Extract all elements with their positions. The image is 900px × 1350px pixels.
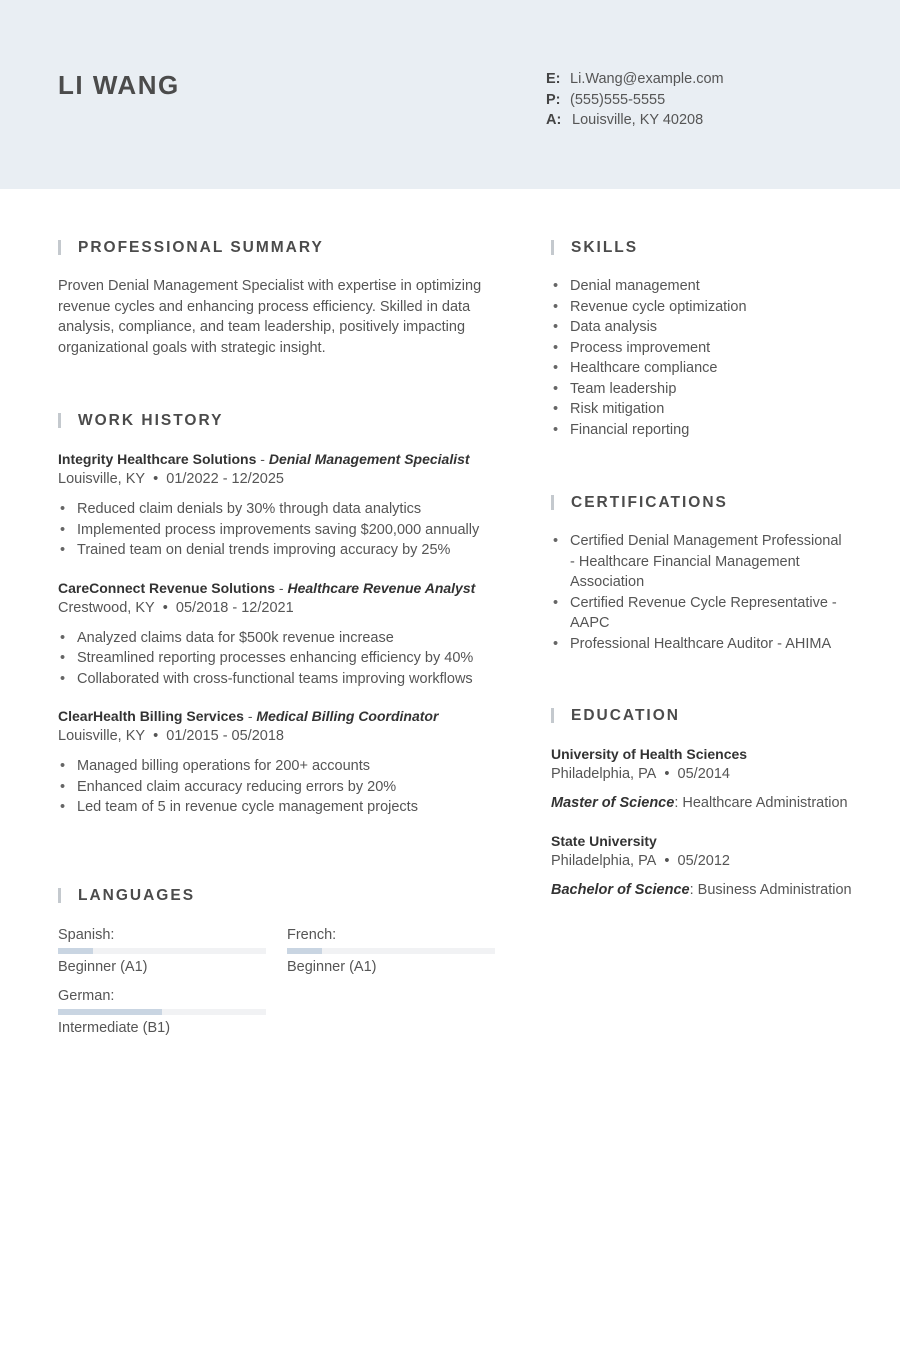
education-location: Philadelphia, PA [551, 853, 657, 869]
contact-address-row [546, 110, 724, 131]
job-meta: Louisville, KY • 01/2015 - 05/2018 [58, 728, 284, 744]
language-level: Beginner (A1) [287, 959, 377, 975]
job-role: Medical Billing Coordinator [256, 708, 439, 724]
job-dates: 01/2022 - 12/2025 [166, 471, 284, 487]
summary-section [58, 239, 488, 358]
email-label: E: [546, 71, 561, 87]
job-heading: ClearHealth Billing Services - Medical Billing Coordinator [58, 708, 439, 724]
job-heading: CareConnect Revenue Solutions - Healthcare Revenue Analyst [58, 579, 476, 596]
job-entry [58, 578, 498, 690]
education-degree: Bachelor of Science [551, 882, 690, 898]
job-meta: Crestwood, KY • 05/2018 - 12/2021 [58, 599, 294, 616]
language-level: Intermediate (B1) [58, 1020, 171, 1036]
candidate-name: LI WANG [58, 70, 180, 100]
education-title: EDUCATION [571, 707, 680, 724]
certifications-title: CERTIFICATIONS [571, 494, 728, 511]
education-entry [551, 744, 871, 813]
language-item [58, 987, 266, 1037]
job-bullets [58, 499, 498, 561]
skills-title: SKILLS [571, 239, 639, 256]
language-item [58, 926, 266, 976]
skills-heading [551, 239, 851, 257]
education-heading [551, 707, 871, 725]
certifications-list [551, 531, 847, 654]
job-bullets [58, 628, 498, 690]
section-divider-bar [551, 495, 554, 510]
language-bar-fill [287, 948, 322, 954]
section-divider-bar [58, 413, 61, 428]
job-dates: 05/2018 - 12/2021 [175, 599, 294, 616]
education-field: : Healthcare Administration [674, 795, 848, 811]
section-divider-bar [58, 888, 61, 903]
education-date: 05/2012 [677, 853, 730, 869]
language-bar [58, 1009, 266, 1015]
job-company: CareConnect Revenue Solutions [58, 579, 276, 596]
job-bullet: • Collaborated with cross-functional teams improving workflows [58, 669, 498, 690]
languages-heading [58, 887, 498, 905]
job-bullet: • Analyzed claims data for $500k revenue increase [58, 628, 498, 649]
certification-item: • Professional Healthcare Auditor - AHIMA [551, 634, 847, 655]
language-level: Beginner (A1) [58, 959, 148, 975]
job-entry [58, 449, 498, 561]
job-bullet: • Managed billing operations for 200+ accounts [58, 756, 498, 777]
education-entry [551, 831, 871, 900]
language-name: Spanish: [58, 927, 115, 943]
language-bar-fill [58, 948, 93, 954]
section-divider-bar [58, 240, 61, 255]
skill-item: • Healthcare compliance [551, 358, 851, 379]
language-item [287, 926, 495, 976]
certification-item: • Certified Revenue Cycle Representative - AAPC [551, 593, 847, 634]
job-bullet: • Led team of 5 in revenue cycle management projects [58, 797, 498, 818]
work-history-title: WORK HISTORY [78, 412, 224, 429]
address-label: A: [546, 112, 562, 128]
skills-section [551, 239, 851, 440]
skill-item: • Risk mitigation [551, 399, 851, 420]
job-role: Healthcare Revenue Analyst [287, 579, 476, 596]
section-divider-bar [551, 708, 554, 723]
email-value: Li.Wang@example.com [570, 71, 724, 87]
skill-item: • Team leadership [551, 379, 851, 400]
education-degree: Master of Science [551, 795, 675, 811]
job-company: ClearHealth Billing Services [58, 708, 244, 724]
section-divider-bar [551, 240, 554, 255]
summary-text: Proven Denial Management Specialist with expertise in optimizing revenue cycles and enhancing process efficiency. Skilled in data analysis, compliance, and team leadership, positively impacting organizational goals with strategic insight. [58, 278, 482, 356]
language-bar-fill [58, 1009, 162, 1015]
skill-item: • Process improvement [551, 338, 851, 359]
contact-email-row [546, 69, 724, 90]
language-name: French: [287, 927, 337, 943]
job-role: Denial Management Specialist [268, 451, 470, 467]
summary-title: PROFESSIONAL SUMMARY [78, 239, 324, 256]
job-heading: Integrity Healthcare Solutions - Denial Management Specialist [58, 451, 470, 467]
phone-value: (555)555-5555 [570, 91, 666, 108]
job-meta: Louisville, KY • 01/2022 - 12/2025 [58, 471, 284, 487]
education-degree-line [551, 793, 871, 813]
languages-title: LANGUAGES [78, 887, 196, 904]
job-bullet: • Trained team on denial trends improving accuracy by 25% [58, 540, 498, 561]
language-bar [58, 948, 266, 954]
certification-item: • Certified Denial Management Professional - Healthcare Financial Management Association [551, 531, 847, 593]
summary-heading [58, 239, 488, 257]
job-bullet: • Streamlined reporting processes enhancing efficiency by 40% [58, 648, 498, 669]
contact-info [546, 69, 724, 131]
phone-label: P: [546, 91, 561, 108]
skill-item: • Financial reporting [551, 420, 851, 441]
education-meta: Philadelphia, PA • 05/2014 [551, 766, 730, 782]
job-company: Integrity Healthcare Solutions [58, 451, 257, 467]
job-location: Louisville, KY [58, 728, 146, 744]
language-bar [287, 948, 495, 954]
address-value: Louisville, KY 40208 [572, 112, 704, 128]
skill-item: • Revenue cycle optimization [551, 297, 851, 318]
job-bullets [58, 756, 498, 818]
job-bullet: • Reduced claim denials by 30% through data analytics [58, 499, 498, 520]
education-school: University of Health Sciences [551, 746, 748, 762]
education-location: Philadelphia, PA [551, 766, 657, 782]
language-name: German: [58, 988, 115, 1004]
education-meta: Philadelphia, PA • 05/2012 [551, 853, 730, 869]
education-field: : Business Administration [689, 882, 852, 898]
job-location: Louisville, KY [58, 471, 146, 487]
education-school: State University [551, 833, 657, 849]
certifications-section [551, 494, 851, 654]
skill-item: • Data analysis [551, 317, 851, 338]
education-date: 05/2014 [677, 766, 730, 782]
job-entry [58, 706, 498, 818]
languages-section [58, 887, 498, 1047]
certifications-heading [551, 494, 851, 512]
education-section [551, 707, 871, 900]
work-history-section [58, 412, 498, 818]
contact-phone-row [546, 90, 724, 111]
job-bullet: • Enhanced claim accuracy reducing errors by 20% [58, 777, 498, 798]
job-dates: 01/2015 - 05/2018 [166, 728, 284, 744]
skill-item: • Denial management [551, 276, 851, 297]
job-bullet: • Implemented process improvements saving $200,000 annually [58, 520, 498, 541]
skills-list [551, 276, 851, 440]
education-degree-line [551, 880, 871, 900]
job-location: Crestwood, KY [58, 599, 155, 616]
work-history-heading [58, 412, 498, 430]
